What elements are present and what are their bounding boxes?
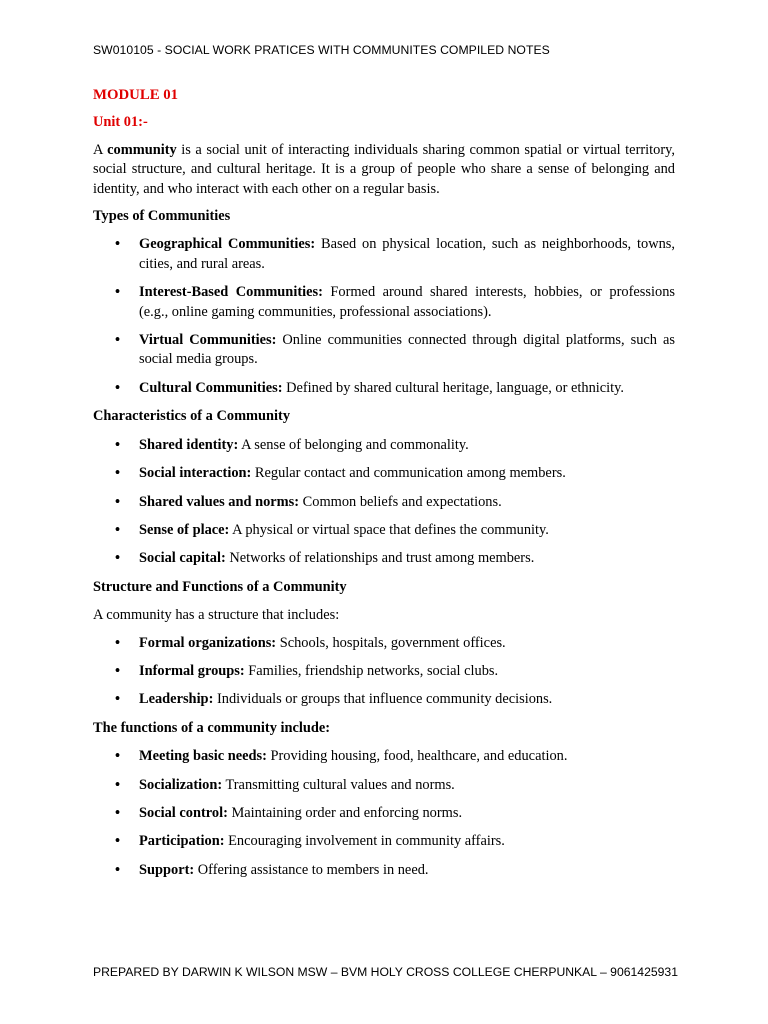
item-term: Interest-Based Communities:: [139, 284, 323, 301]
item-term: Participation:: [139, 833, 225, 850]
bullet-icon: •: [115, 493, 121, 510]
list-item: [93, 493, 675, 512]
structure-heading: Structure and Functions of a Community: [93, 578, 347, 595]
module-title: MODULE 01: [93, 87, 179, 103]
item-term: Support:: [139, 861, 195, 878]
item-term: Geographical Communities:: [139, 236, 316, 253]
item-term: Shared values and norms:: [139, 493, 300, 510]
item-desc: Encouraging involvement in community affairs.: [224, 833, 505, 850]
functions-heading: The functions of a community include:: [93, 719, 331, 736]
item-desc: Maintaining order and enforcing norms.: [227, 804, 463, 821]
item-desc: Defined by shared cultural heritage, language, or ethnicity.: [282, 379, 625, 396]
item-desc: Common beliefs and expectations.: [299, 493, 502, 510]
bullet-icon: •: [115, 833, 121, 850]
structure-intro: A community has a structure that includes:: [93, 607, 340, 624]
item-desc: Transmitting cultural values and norms.: [222, 776, 455, 793]
item-term: Informal groups:: [139, 662, 245, 679]
list-item: [93, 235, 675, 274]
bullet-icon: •: [115, 521, 121, 538]
item-term: Formal organizations:: [139, 634, 277, 651]
item-desc: A sense of belonging and commonality.: [238, 436, 469, 453]
bullet-icon: •: [115, 662, 121, 679]
item-term: Social capital:: [139, 550, 226, 567]
unit-title: Unit 01:-: [93, 114, 148, 131]
item-desc: Formed around shared interests, hobbies, or professions (e.g., online gaming communities, professional associations).: [139, 284, 675, 320]
bullet-icon: •: [115, 465, 121, 482]
list-item: [93, 861, 675, 880]
bullet-icon: •: [115, 284, 121, 301]
item-desc: Offering assistance to members in need.: [194, 861, 429, 878]
item-desc: Families, friendship networks, social clubs.: [244, 662, 499, 679]
page-footer: PREPARED BY DARWIN K WILSON MSW – BVM HOLY CROSS COLLEGE CHERPUNKAL – 9061425931: [93, 965, 678, 979]
item-term: Leadership:: [139, 691, 214, 708]
bullet-icon: •: [115, 550, 121, 567]
bullet-icon: •: [115, 236, 121, 253]
item-term: Cultural Communities:: [139, 379, 283, 396]
list-item: [93, 549, 675, 568]
types-list: [93, 235, 675, 398]
list-item: [93, 804, 675, 823]
types-heading: Types of Communities: [93, 208, 231, 225]
list-item: [93, 464, 675, 483]
item-term: Sense of place:: [139, 521, 230, 538]
bullet-icon: •: [115, 379, 121, 396]
item-term: Social control:: [139, 804, 228, 821]
intro-paragraph: [93, 141, 675, 199]
bullet-icon: •: [115, 634, 121, 651]
list-item: [93, 521, 675, 540]
item-desc: Networks of relationships and trust among members.: [225, 550, 535, 567]
functions-list: [93, 747, 675, 880]
item-desc: Regular contact and communication among members.: [251, 465, 566, 482]
list-item: [93, 747, 675, 766]
bullet-icon: •: [115, 436, 121, 453]
characteristics-heading: Characteristics of a Community: [93, 408, 291, 425]
bullet-icon: •: [115, 691, 121, 708]
item-term: Socialization:: [139, 776, 223, 793]
item-desc: Online communities connected through digital platforms, such as social media groups.: [139, 332, 675, 368]
list-item: [93, 662, 675, 681]
intro-post: is a social unit of interacting individuals sharing common spatial or virtual territory, social structure, and cultural heritage. It is a group of people who share a sense of belonging and identity, and who interact with each other on a regular basis.: [93, 141, 675, 197]
item-term: Shared identity:: [139, 436, 239, 453]
bullet-icon: •: [115, 804, 121, 821]
item-desc: Based on physical location, such as neighborhoods, towns, cities, and rural areas.: [139, 236, 675, 272]
characteristics-list: [93, 436, 675, 569]
list-item: [93, 436, 675, 455]
item-desc: A physical or virtual space that defines the community.: [229, 521, 549, 538]
intro-term: community: [107, 141, 177, 158]
page-header: SW010105 - SOCIAL WORK PRATICES WITH COMMUNITES COMPILED NOTES: [93, 43, 550, 57]
item-term: Virtual Communities:: [139, 332, 277, 349]
item-desc: Providing housing, food, healthcare, and education.: [266, 748, 568, 765]
item-term: Social interaction:: [139, 465, 252, 482]
list-item: [93, 379, 675, 398]
list-item: [93, 832, 675, 851]
item-term: Meeting basic needs:: [139, 748, 267, 765]
intro-pre: A: [93, 141, 108, 158]
bullet-icon: •: [115, 776, 121, 793]
list-item: [93, 634, 675, 653]
list-item: [93, 690, 675, 709]
list-item: [93, 776, 675, 795]
item-desc: Individuals or groups that influence community decisions.: [213, 691, 553, 708]
list-item: [93, 283, 675, 322]
document-body: [93, 86, 675, 889]
structure-list: [93, 634, 675, 710]
list-item: [93, 331, 675, 370]
bullet-icon: •: [115, 861, 121, 878]
item-desc: Schools, hospitals, government offices.: [276, 634, 506, 651]
bullet-icon: •: [115, 748, 121, 765]
bullet-icon: •: [115, 332, 121, 349]
